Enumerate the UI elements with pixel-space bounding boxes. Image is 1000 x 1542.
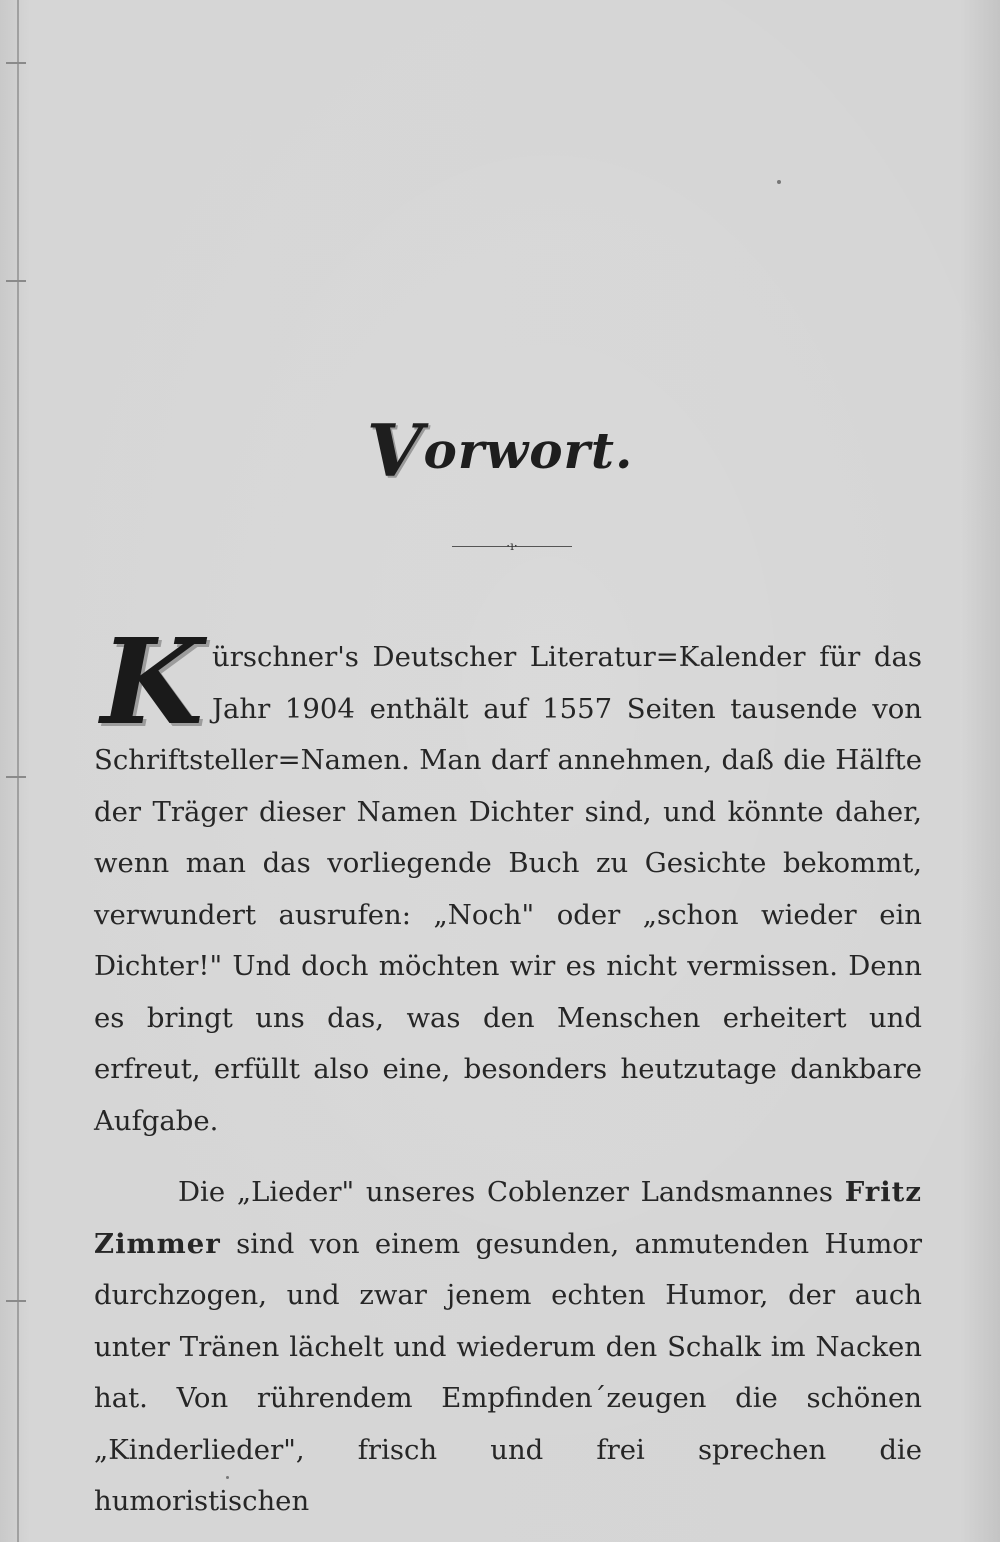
drop-cap: K (100, 612, 204, 751)
binding-stitch (6, 1300, 26, 1302)
paragraph-2 (94, 1167, 922, 1528)
page-title (0, 408, 1000, 493)
paragraph-1-text: ürschner's Deutscher Literatur=Kalender für das Jahr 1904 enthält auf 1557 Seiten tausende von Schriftsteller=Namen. Man darf annehmen, daß die Hälfte der Träger dieser Namen Dichter sind, und könnte daher, wenn man das vorliegende Buch zu Gesichte bekommt, verwundert ausrufen: „Noch" oder „schon wieder ein Dichter!" Und doch möchten wir es nicht vermissen. Denn es bringt uns das, was den Menschen erheitert und erfreut, erfüllt also eine, besonders heutzutage dankbare Aufgabe. (94, 641, 922, 1137)
divider-ornament: ·ı· (506, 539, 518, 553)
paper-speck (777, 180, 781, 184)
paragraph-1 (94, 612, 922, 1147)
binding-stitch (6, 280, 26, 282)
binding-stitch (6, 776, 26, 778)
title-rest: orwort. (423, 421, 634, 480)
title-initial: V (366, 408, 424, 493)
paragraph-2-lead: Die „Lieder" unseres Coblenzer Landsmannes (178, 1176, 845, 1208)
paragraph-2-text: sind von einem gesunden, anmutenden Humor durchzogen, und zwar jenem echten Humor, der auch unter Tränen lächelt und wiederum den Schalk im Nacken hat. Von rührendem Empfinden´zeugen die schönen „Kinderlieder", frisch und frei sprechen die humoristischen (94, 1227, 922, 1517)
author-name: Fritz Zimmer (94, 1176, 922, 1260)
binding-gutter (17, 0, 19, 1542)
body-text (94, 612, 922, 1528)
binding-stitch (6, 62, 26, 64)
